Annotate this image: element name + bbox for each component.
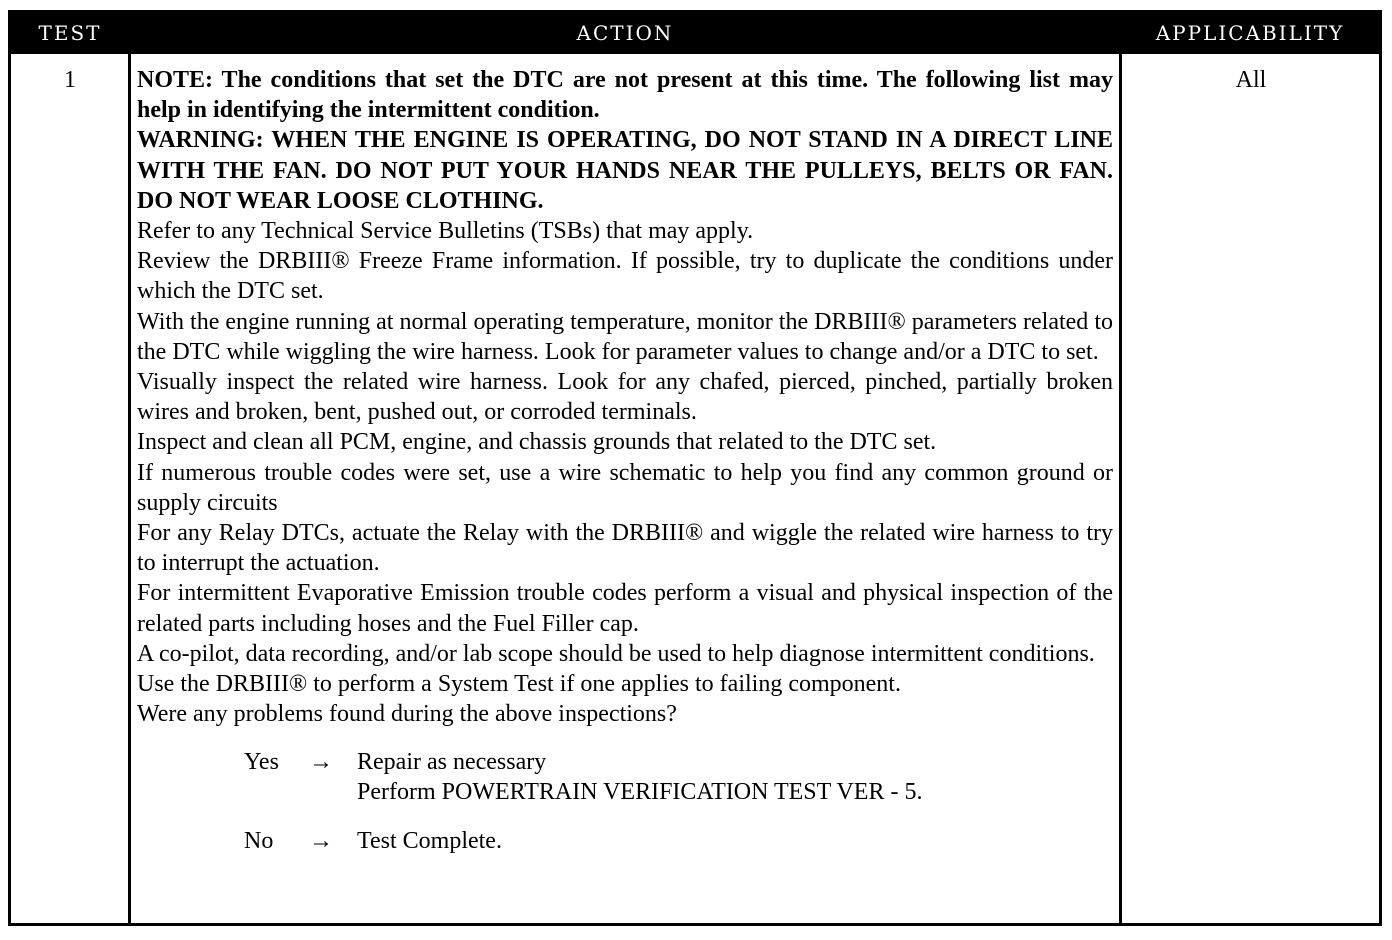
header-test: TEST — [38, 21, 102, 45]
action-cell — [137, 65, 1113, 856]
no-label: No — [244, 828, 274, 855]
step-text: If numerous trouble codes were set, use a wire schematic to help you find any common ground or supply circuits — [137, 459, 1113, 516]
step-text: Inspect and clean all PCM, engine, and chassis grounds that related to the DTC set. — [137, 429, 937, 456]
step-text: For any Relay DTCs, actuate the Relay with the DRBIII® and wiggle the related wire harness to try to interrupt the actuation. — [137, 520, 1113, 577]
applicability-value: All — [1235, 67, 1267, 93]
test-number: 1 — [64, 67, 76, 93]
step-text: Refer to any Technical Service Bulletins (TSBs) that may apply. — [137, 218, 754, 245]
answer-yes — [137, 747, 1113, 777]
step-text: A co-pilot, data recording, and/or lab scope should be used to help diagnose intermittent conditions. — [137, 640, 1095, 667]
column-divider — [1119, 54, 1122, 923]
note-text: NOTE: The conditions that set the DTC are not present at this time. The following list may help in identifying the intermittent condition. — [137, 67, 1113, 124]
arrow-icon: → — [309, 828, 333, 855]
no-result: Test Complete. — [357, 828, 502, 855]
step-text: With the engine running at normal operating temperature, monitor the DRBIII® parameters related to the DTC while wiggling the wire harness. Look for parameter values to change and/or a DTC to set. — [137, 308, 1113, 365]
header-applicability: APPLICABILITY — [1155, 21, 1345, 45]
column-divider — [128, 54, 131, 923]
table-header — [11, 13, 1379, 54]
step-text: Visually inspect the related wire harness. Look for any chafed, pierced, pinched, partially broken wires and broken, bent, pushed out, or corroded terminals. — [137, 369, 1113, 426]
arrow-icon: → — [309, 749, 333, 776]
answer-yes-continued — [137, 777, 1113, 807]
yes-result-2: Perform POWERTRAIN VERIFICATION TEST VER - 5. — [357, 779, 923, 806]
header-action: ACTION — [576, 21, 674, 45]
diagnostic-table — [8, 10, 1382, 926]
step-text: Use the DRBIII® to perform a System Test if one applies to failing component. — [137, 671, 901, 698]
yes-result: Repair as necessary — [357, 749, 547, 776]
warning-text: WARNING: WHEN THE ENGINE IS OPERATING, DO NOT STAND IN A DIRECT LINE WITH THE FAN. DO NOT PUT YOUR HANDS NEAR THE PULLEYS, BELTS OR FAN. DO NOT WEAR LOOSE CLOTHING. — [137, 127, 1113, 214]
step-text: Review the DRBIII® Freeze Frame information. If possible, try to duplicate the conditions under which the DTC set. — [137, 248, 1113, 305]
yes-label: Yes — [244, 749, 279, 776]
answer-no — [137, 826, 1113, 856]
question-text: Were any problems found during the above inspections? — [137, 701, 677, 728]
step-text: For intermittent Evaporative Emission trouble codes perform a visual and physical inspection of the related parts including hoses and the Fuel Filler cap. — [137, 580, 1113, 637]
